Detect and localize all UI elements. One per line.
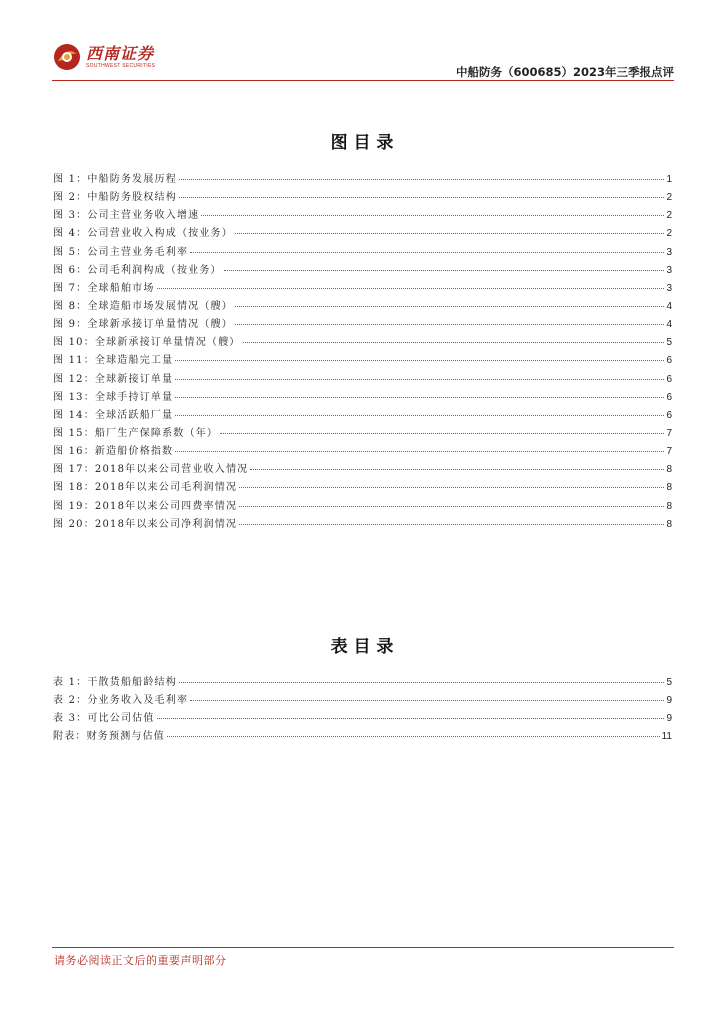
page-header [52, 40, 674, 80]
toc-page-number: 2 [666, 192, 672, 204]
dot-leader [235, 233, 664, 234]
toc-entry-label[interactable]: 图 9：全球新承接订单量情况（艘） [53, 319, 233, 331]
dot-leader [220, 433, 664, 434]
dot-leader [239, 506, 664, 507]
toc-page-number: 2 [666, 228, 672, 240]
toc-entry-label[interactable]: 图 14：全球活跃船厂量 [53, 409, 174, 421]
toc-entry-label[interactable]: 图 20：2018年以来公司净利润情况 [53, 518, 238, 530]
figure-toc-row[interactable] [53, 406, 672, 424]
figure-list [53, 170, 672, 533]
toc-entry-label[interactable]: 图 12：全球新接订单量 [53, 373, 174, 385]
dot-leader [201, 215, 664, 216]
dot-leader [190, 252, 664, 253]
figure-toc-row[interactable] [53, 478, 672, 496]
toc-entry-label[interactable]: 图 6：公司毛利润构成（按业务） [53, 264, 222, 276]
dot-leader [175, 379, 664, 380]
dot-leader [179, 197, 664, 198]
figure-toc-row[interactable] [53, 515, 672, 533]
dot-leader [167, 736, 660, 737]
toc-entry-label[interactable]: 表 1：干散货船船龄结构 [53, 677, 177, 688]
figure-toc-row[interactable] [53, 243, 672, 261]
toc-entry-label[interactable]: 图 1：中船防务发展历程 [53, 174, 177, 185]
table-toc-row[interactable] [53, 727, 672, 745]
dot-leader [157, 718, 665, 719]
figure-toc-row[interactable] [53, 460, 672, 478]
figure-toc-row[interactable] [53, 170, 672, 188]
dot-leader [190, 700, 664, 701]
toc-page-number: 6 [666, 355, 672, 367]
figure-toc-row[interactable] [53, 224, 672, 242]
toc-page-number: 9 [666, 713, 672, 725]
toc-page-number: 4 [666, 300, 672, 312]
toc-entry-label[interactable]: 图 10：全球新承接订单量情况（艘） [53, 337, 241, 349]
table-toc-row[interactable] [53, 709, 672, 727]
toc-entry-label[interactable]: 表 3：可比公司估值 [53, 713, 155, 725]
dot-leader [175, 397, 664, 398]
figure-toc-row[interactable] [53, 261, 672, 279]
figure-toc-row[interactable] [53, 442, 672, 460]
dot-leader [239, 524, 664, 525]
dot-leader [157, 288, 665, 289]
dot-leader [250, 469, 664, 470]
dot-leader [243, 342, 665, 343]
figure-toc-row[interactable] [53, 315, 672, 333]
table-toc-row[interactable] [53, 691, 672, 709]
toc-entry-label[interactable]: 图 13：全球手持订单量 [53, 391, 174, 403]
figure-toc-row[interactable] [53, 333, 672, 351]
toc-page-number: 9 [666, 695, 672, 707]
dot-leader [179, 682, 664, 683]
toc-page-number: 3 [666, 246, 672, 258]
toc-entry-label[interactable]: 图 15：船厂生产保障系数（年） [53, 427, 219, 439]
toc-page-number: 6 [666, 391, 672, 403]
dot-leader [175, 360, 664, 361]
figure-toc-row[interactable] [53, 297, 672, 315]
figure-toc-row[interactable] [53, 497, 672, 515]
figure-toc-row[interactable] [53, 188, 672, 206]
company-logo [52, 40, 155, 74]
toc-entry-label[interactable]: 图 11：全球造船完工量 [53, 355, 174, 367]
toc-page-number: 8 [666, 518, 672, 530]
dot-leader [175, 415, 664, 416]
toc-entry-label[interactable]: 图 5：公司主营业务毛利率 [53, 246, 189, 258]
dot-leader [175, 451, 664, 452]
toc-entry-label[interactable]: 图 7：全球船舶市场 [53, 282, 155, 294]
report-title: 中船防务（600685）2023年三季报点评 [455, 65, 674, 79]
toc-entry-label[interactable]: 图 2：中船防务股权结构 [53, 192, 177, 204]
table-list [53, 673, 672, 746]
figure-toc-row[interactable] [53, 279, 672, 297]
toc-page-number: 1 [666, 174, 672, 185]
figure-toc-row[interactable] [53, 424, 672, 442]
toc-page-number: 11 [661, 731, 672, 743]
footer-divider [52, 947, 674, 948]
toc-page-number: 2 [666, 210, 672, 222]
table-list-title: 表 目 录 [330, 637, 394, 657]
header-divider [52, 80, 674, 81]
toc-page-number: 5 [666, 677, 672, 688]
logo-chinese-name: 西南证券 [86, 43, 155, 63]
figure-list-title: 图 目 录 [330, 133, 394, 153]
figure-toc-row[interactable] [53, 388, 672, 406]
toc-page-number: 4 [666, 319, 672, 331]
toc-entry-label[interactable]: 图 17：2018年以来公司营业收入情况 [53, 464, 249, 476]
dot-leader [224, 270, 665, 271]
toc-page-number: 7 [666, 446, 672, 458]
toc-page-number: 3 [666, 282, 672, 294]
dot-leader [179, 179, 664, 180]
toc-entry-label[interactable]: 图 3：公司主营业务收入增速 [53, 210, 200, 222]
logo-english-name: SOUTHWEST SECURITIES [86, 62, 156, 69]
toc-entry-label[interactable]: 图 4：公司营业收入构成（按业务） [53, 228, 233, 240]
table-toc-row[interactable] [53, 673, 672, 691]
dot-leader [235, 324, 664, 325]
dot-leader [239, 487, 664, 488]
toc-page-number: 3 [666, 264, 672, 276]
toc-page-number: 8 [666, 464, 672, 476]
toc-entry-label[interactable]: 表 2：分业务收入及毛利率 [53, 695, 189, 707]
figure-toc-row[interactable] [53, 206, 672, 224]
figure-toc-row[interactable] [53, 351, 672, 369]
toc-page-number: 8 [666, 500, 672, 512]
toc-page-number: 7 [666, 427, 672, 439]
toc-page-number: 6 [666, 373, 672, 385]
toc-entry-label[interactable]: 图 18：2018年以来公司毛利润情况 [53, 482, 238, 494]
toc-entry-label[interactable]: 附表：财务预测与估值 [53, 731, 165, 743]
toc-page-number: 8 [666, 482, 672, 494]
toc-page-number: 6 [666, 409, 672, 421]
toc-entry-label[interactable]: 图 16：新造船价格指数 [53, 446, 174, 458]
toc-entry-label[interactable]: 图 8：全球造船市场发展情况（艘） [53, 300, 233, 312]
logo-icon [52, 42, 82, 72]
disclaimer-note: 请务必阅读正文后的重要声明部分 [54, 954, 227, 967]
figure-toc-row[interactable] [53, 370, 672, 388]
dot-leader [235, 306, 664, 307]
toc-page-number: 5 [666, 337, 672, 349]
toc-entry-label[interactable]: 图 19：2018年以来公司四费率情况 [53, 500, 238, 512]
